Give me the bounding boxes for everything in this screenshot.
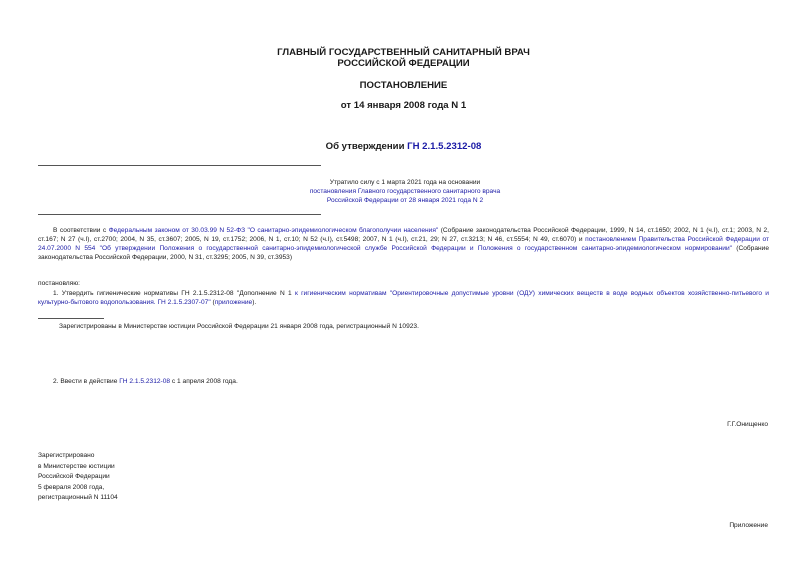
registration-line-5: регистрационный N 11104	[38, 494, 118, 501]
authority-line-2: РОССИЙСКОЙ ФЕДЕРАЦИИ	[337, 58, 470, 69]
divider-top	[38, 165, 321, 166]
expired-note	[270, 178, 540, 205]
item-2-text-1: 2. Ввести в действие	[53, 378, 120, 385]
registration-line-2: в Министерстве юстиции	[38, 462, 115, 470]
expired-line: Утратило силу с 1 марта 2021 года на основании	[329, 179, 481, 186]
government-resolution-link[interactable]: постановлением Правительства Российской Федерации от 24.07.2000 N 554 "Об утверждении Положения о государственной санитарно-эпидемиологической службе Российской Федерации и Положения о государственном санитарно-эпидемиологическом нормировании"	[38, 236, 769, 252]
divider-bottom	[38, 214, 321, 215]
authority-line-1: ГЛАВНЫЙ ГОСУДАРСТВЕННЫЙ САНИТАРНЫЙ ВРАЧ	[277, 47, 530, 58]
document-date-number: от 14 января 2008 года N 1	[340, 100, 467, 111]
preamble-text-1: В соответствии с	[53, 227, 109, 234]
appendix-link[interactable]: приложение	[214, 299, 253, 306]
title-prefix: Об утверждении	[325, 141, 408, 152]
item-1-text-2: (	[210, 299, 215, 306]
item-1-paragraph	[38, 289, 769, 307]
resolve-word: постановляю:	[38, 280, 81, 287]
preamble-text-2: (Собрание законодательства Российской Федерации, 1999, N 14, ст.1650; 2002, N 1 (ч.I), ст.1; 2003, N 2, ст.167; N 27 (ч.I), ст.2700; 2004, N 35, ст.3607; 2005, N 19, ст.1752; 2006, N 1, ст.10; N 52 (ч.I), ст.5498; 2007, N 1 (ч.I), ст.21, 29; N 27, ст.3213; N 46, ст.5554; N 49, ст.6070) и	[38, 227, 769, 243]
registration-line-4: 5 февраля 2008 года,	[38, 483, 105, 491]
title-gn-link[interactable]: ГН 2.1.5.2312-08	[407, 141, 482, 152]
item-2-paragraph	[53, 377, 238, 386]
appendix-label: Приложение	[729, 522, 768, 529]
item-1-text-3: ).	[252, 299, 257, 306]
registration-line-3: Российской Федерации	[38, 473, 110, 480]
footnote-divider	[38, 318, 104, 319]
expired-basis-link-2[interactable]: Российской Федерации от 28 января 2021 года N 2	[326, 197, 484, 204]
registration-block	[38, 451, 118, 504]
preamble-paragraph	[38, 226, 769, 262]
item-1-text-1: 1. Утвердить гигиенические нормативы ГН 2.1.5.2312-08 "Дополнение N 1	[53, 290, 295, 297]
signature: Г.Г.Онищенко	[727, 421, 768, 428]
hygienic-norms-link[interactable]: к гигиеническим нормативам "Ориентировочные допустимые уровни (ОДУ) химических веществ в воде водных объектов хозяйственно-питьевого и культурно-бытового водопользования. ГН 2.1.5.2307-07"	[38, 290, 769, 306]
item-2-text-2: с 1 апреля 2008 года.	[170, 378, 238, 385]
expired-basis-link-1[interactable]: постановления Главного государственного санитарного врача	[309, 188, 501, 195]
federal-law-link[interactable]: Федеральным законом от 30.03.99 N 52-ФЗ "О санитарно-эпидемиологическом благополучии населения"	[108, 227, 439, 234]
document-type: ПОСТАНОВЛЕНИЕ	[359, 80, 448, 91]
registered-note: Зарегистрированы в Министерстве юстиции Российской Федерации 21 января 2008 года, регистрационный N 10923.	[59, 323, 419, 330]
registration-line-1: Зарегистрировано	[38, 452, 95, 459]
document-title	[0, 141, 807, 152]
authority-header	[0, 47, 807, 69]
preamble-text-3: (Собрание законодательства Российской Федерации, 2000, N 31, ст.3295; 2005, N 39, ст.3953)	[38, 245, 769, 261]
item-2-gn-link[interactable]: ГН 2.1.5.2312-08	[119, 378, 171, 385]
